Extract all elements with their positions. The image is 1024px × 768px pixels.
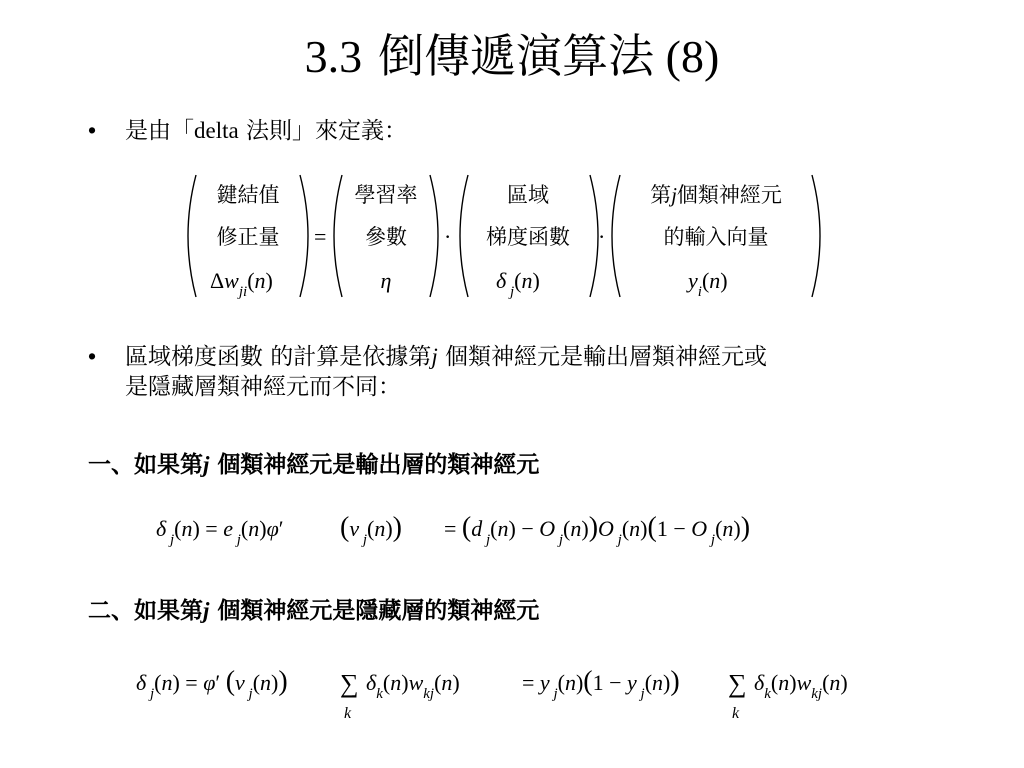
hidden-formula-rhs: = y $_j$(n)(1 − y $_j$(n)) (522, 666, 680, 702)
case2-j: j (203, 598, 210, 623)
m1-row1: 鍵結值 (216, 183, 280, 207)
bullet2-line2: 是隱藏層類神經元而不同： (125, 374, 401, 400)
bullet2-j: j (431, 344, 438, 369)
bullet-dot-icon: • (88, 343, 97, 369)
bullet2-line1-post: 個類神經元是輸出層類神經元或 (445, 344, 768, 370)
bullet1-pre: 是由「 (125, 118, 194, 144)
m2-row3-eta: η (380, 268, 392, 293)
m4-row1 (650, 183, 782, 207)
m1-row3-delta-w: $\Delta w_{ji}(n)$ (210, 268, 273, 300)
title-text: 倒傳遞演算法 (378, 29, 655, 83)
m4-row2: 的輸入向量 (663, 225, 769, 249)
hidden-formula-lhs: δ $_j$(n) = φ′ (v $_j$(n)) (136, 666, 288, 702)
m3-row2: 梯度函數 (486, 225, 570, 249)
hidden-formula-sum-2-term: $\delta_k(n)w_{kj}(n)$ (754, 670, 848, 702)
dot-operator-1: · (444, 224, 452, 249)
title-suffix: (8) (665, 31, 720, 82)
case2-pre: 二、如果第 (88, 597, 203, 624)
output-layer-formula (156, 512, 750, 548)
m1-row2: 修正量 (216, 225, 280, 249)
hidden-formula-sum-2: ∑ (728, 669, 747, 698)
case1-pre: 一、如果第 (88, 451, 203, 478)
hidden-formula-sum-1-index: k (344, 705, 352, 722)
output-formula-lhs: δ $_j$(n) = e $_j$(n)φ′ (156, 516, 284, 548)
hidden-formula-sum-2-index: k (732, 705, 740, 722)
output-formula-rhs: = (d $_j$(n) − O $_j$(n))O $_j$(n)(1 − O $_j$(n)) (444, 512, 751, 548)
m3-row3-delta: δ $_j$(n) (496, 268, 540, 300)
hidden-formula-sum-1-term: $\delta_k(n)w_{kj}(n)$ (366, 670, 460, 702)
m2-row1: 學習率 (354, 183, 418, 207)
title-number: 3.3 (304, 31, 363, 82)
m4-row1-pre: 第 (650, 183, 672, 207)
m4-row1-post: 個類神經元 (676, 183, 782, 207)
case1-post: 個類神經元是輸出層的類神經元 (217, 451, 540, 478)
bullet1-term: delta (194, 118, 239, 143)
bullet-dot-icon: • (88, 117, 97, 143)
case2-post: 個類神經元是隱藏層的類神經元 (217, 597, 540, 624)
bullet2-line1-pre: 區域梯度函數 的計算是依據第 (125, 344, 432, 370)
bullet1-post: 法則」來定義： (238, 118, 408, 144)
equals-sign: = (314, 224, 327, 249)
hidden-formula-sum-1: ∑ (340, 669, 359, 698)
delta-rule-equation (188, 175, 820, 300)
hidden-layer-formula (136, 666, 848, 722)
m4-row1-j: j (671, 183, 677, 207)
m3-row1: 區域 (507, 183, 549, 207)
m4-row3-y: $y_i(n)$ (688, 268, 728, 300)
m2-row2: 參數 (365, 225, 407, 249)
dot-operator-2: · (598, 224, 606, 249)
output-formula-phi-arg: (v $_j$(n)) (340, 512, 402, 548)
case1-j: j (203, 452, 210, 477)
